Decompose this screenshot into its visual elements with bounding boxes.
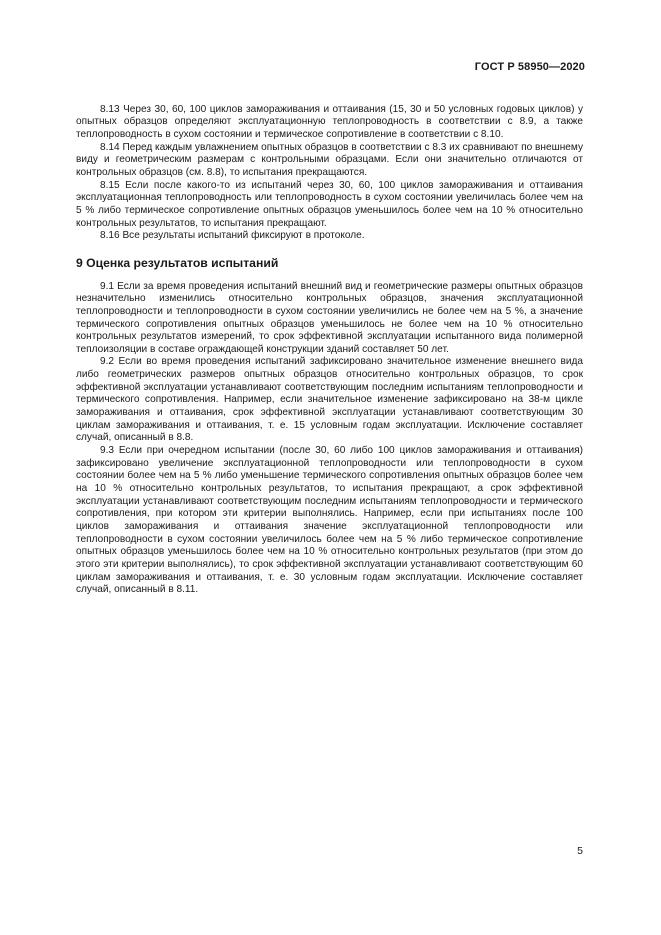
paragraph-8-15 [76, 180, 583, 231]
paragraph-8-16 [76, 230, 583, 243]
paragraph-8-14 [76, 142, 583, 180]
paragraph-text: 9.3 Если при очередном испытании (после 30, 60 либо 100 циклов замораживания и оттаивания) зафиксировано увеличение эксплуатационной теплопроводности или теплопроводности в сухом состоянии более чем на 5 % либо уменьшение термического сопротивления опытных образцов более чем на 10 % относительно контрольных результатов, то испытания прекращают, а срок эффективной эксплуатации устанавливают соответствующим последним испытаниям теплопроводности и термического сопротивления, при котором эти критерии выполнялись. Например, если при испытаниях после 100 циклов замораживания и оттаивания значение эксплуатационной теплопроводности или теплопроводности в сухом состоянии увеличилось более чем на 5 % либо термическое сопротивление опытных образцов уменьшилось более чем на 10 % относительно контрольных результатов (при этом до этого эти критерии выполнялись), то срок эффективной эксплуатации устанавливают соответствующим 60 циклам замораживания и оттаивания, т. е. 30 условным годам эксплуатации. Исключение составляет случай, описанный в 8.11. [76, 445, 583, 596]
paragraph-text: 8.16 Все результаты испытаний фиксируют в протоколе. [100, 230, 365, 242]
paragraph-9-3 [76, 445, 583, 597]
paragraph-8-13 [76, 91, 583, 142]
document-body [76, 91, 583, 597]
paragraph-text: 8.13 Через 30, 60, 100 циклов замораживания и оттаивания (15, 30 и 50 условных годовых циклов) у опытных образцов определяют эксплуатационную теплопроводность в соответствии с 8.9, а также теплопроводность в сухом состоянии и термическое сопротивление в соответствии с 8.10. [76, 103, 583, 140]
page-number: 5 [577, 845, 583, 857]
paragraph-text: 9.2 Если во время проведения испытаний зафиксировано значительное изменение внешнего вида либо геометрических размеров опытных образцов относительно контрольных образцов, то срок эффективной эксплуатации устанавливают соответствующим последним испытаниям теплопроводности и термического сопротивления. Например, если значительное изменение зафиксировано на 38-м цикле замораживания и оттаивания, срок эффективной эксплуатации устанавливают соответствующим 30 циклам замораживания и оттаивания, т. е. 15 условным годам эксплуатации. Исключение составляет случай, описанный в 8.8. [76, 356, 583, 444]
paragraph-text: 9.1 Если за время проведения испытаний внешний вид и геометрические размеры опытных образцов незначительно изменились относительно контрольных образцов, значения эксплуатационной теплопроводности и теплопроводности в сухом состоянии увеличились не более чем на 5 %, а значение термического сопротивления опытных образцов уменьшилось не более чем на 10 % относительно контрольных результатов измерений, то срок эффективной эксплуатации испытанного вида полимерной теплоизоляции в составе ограждающей конструкции зданий составляет 50 лет. [76, 280, 583, 355]
section-title: 9 Оценка результатов испытаний [76, 255, 279, 270]
paragraph-text: 8.15 Если после какого-то из испытаний через 30, 60, 100 циклов замораживания и оттаивания эксплуатационная теплопроводность или теплопроводность в сухом состоянии увеличилась более чем на 5 % либо термическое сопротивление опытных образцов уменьшилось более чем на 10 % относительно контрольных результатов, то испытания прекращают. [76, 179, 583, 229]
paragraph-9-1 [76, 281, 583, 357]
paragraph-9-2 [76, 356, 583, 445]
document-header: ГОСТ Р 58950—2020 [474, 61, 585, 73]
paragraph-text: 8.14 Перед каждым увлажнением опытных образцов в соответствии с 8.3 их сравнивают по внешнему виду и геометрическим размерам с контрольными образцами. Если они значительно отличаются от контрольных образцов (см. 8.8), то испытания прекращаются. [76, 141, 583, 178]
